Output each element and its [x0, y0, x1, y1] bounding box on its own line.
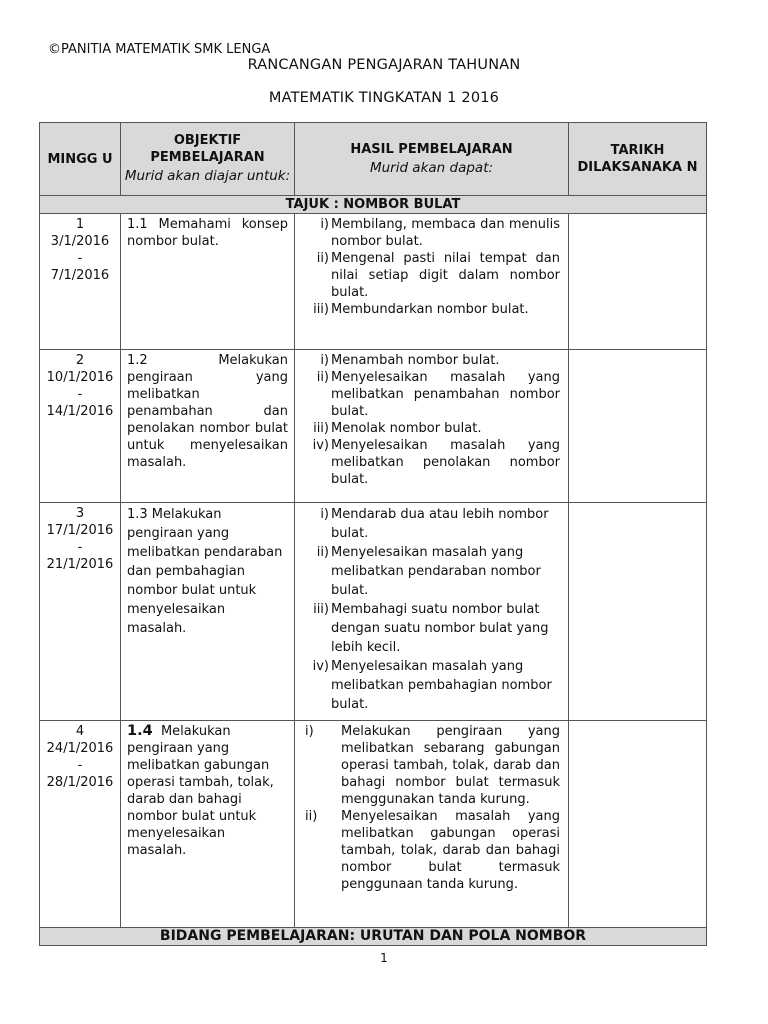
- outcomes-cell: [295, 350, 569, 503]
- copyright-text: ©PANITIA MATEMATIK SMK LENGA: [48, 42, 271, 57]
- list-item: ii) Menyelesaikan masalah yang melibatkan penambahan nombor bulat.: [316, 370, 560, 419]
- outcomes-cell: [295, 721, 569, 928]
- lesson-plan-table: [39, 122, 707, 946]
- list-item: iii) Menolak nombor bulat.: [313, 421, 482, 436]
- week-cell: 4 24/1/2016 - 28/1/2016: [40, 721, 121, 928]
- date-done-cell: [569, 503, 707, 721]
- header-minggu: MINGG U: [40, 123, 121, 196]
- outcomes-cell: [295, 214, 569, 350]
- table-header-row: [40, 123, 707, 196]
- header-tarikh: TARIKH DILAKSANAKA N: [569, 123, 707, 196]
- table-row: [40, 503, 707, 721]
- objective-cell: 1.3 Melakukan pengiraan yang melibatkan pendaraban dan pembahagian nombor bulat untuk menyelesaikan masalah.: [121, 503, 295, 721]
- outcomes-cell: [295, 503, 569, 721]
- week-cell: 1 3/1/2016 - 7/1/2016: [40, 214, 121, 350]
- table-row: [40, 721, 707, 928]
- objective-cell: 1.4 Melakukan pengiraan yang melibatkan gabungan operasi tambah, tolak, darab dan bahagi nombor bulat untuk menyelesaikan masalah.: [121, 721, 295, 928]
- list-item: iii) Membundarkan nombor bulat.: [313, 302, 529, 317]
- objective-number: 1.4: [127, 723, 153, 739]
- week-cell: 2 10/1/2016 - 14/1/2016: [40, 350, 121, 503]
- header-hasil: HASIL PEMBELAJARAN Murid akan dapat:: [295, 123, 569, 196]
- date-done-cell: [569, 721, 707, 928]
- list-item: i) Mendarab dua atau lebih nombor bulat.: [320, 507, 549, 541]
- list-item: i) Membilang, membaca dan menulis nombor bulat.: [320, 217, 560, 249]
- header-hasil-sub: Murid akan dapat:: [369, 159, 494, 176]
- list-item: iv) Menyelesaikan masalah yang melibatkan pembahagian nombor bulat.: [312, 659, 552, 712]
- objective-cell: 1.1 Memahami konsep nombor bulat.: [121, 214, 295, 350]
- list-item: i) Menambah nombor bulat.: [320, 353, 500, 368]
- list-item: ii) Menyelesaikan masalah yang melibatkan pendaraban nombor bulat.: [316, 545, 541, 598]
- list-item: ii) Menyelesaikan masalah yang melibatkan gabungan operasi tambah, tolak, darab dan bahagi nombor bulat termasuk penggunaan tanda kurung.: [305, 809, 560, 892]
- list-item: ii) Mengenal pasti nilai tempat dan nilai setiap digit dalam nombor bulat.: [316, 251, 560, 300]
- list-item: iii) Membahagi suatu nombor bulat dengan suatu nombor bulat yang lebih kecil.: [313, 602, 549, 655]
- header-objektif: OBJEKTIF PEMBELAJARAN Murid akan diajar untuk:: [121, 123, 295, 196]
- date-done-cell: [569, 214, 707, 350]
- table-row: [40, 350, 707, 503]
- date-done-cell: [569, 350, 707, 503]
- page-number: 1: [380, 951, 388, 965]
- document-title: RANCANGAN PENGAJARAN TAHUNAN: [247, 57, 521, 73]
- topic-row: [40, 196, 707, 214]
- objective-cell: 1.2 Melakukan pengiraan yang melibatkan penambahan dan penolakan nombor bulat untuk menyelesaikan masalah.: [121, 350, 295, 503]
- list-item: iv) Menyelesaikan masalah yang melibatkan penolakan nombor bulat.: [312, 438, 560, 487]
- topic-title: TAJUK : NOMBOR BULAT: [40, 196, 707, 214]
- week-cell: 3 17/1/2016 - 21/1/2016: [40, 503, 121, 721]
- list-item: i) Melakukan pengiraan yang melibatkan sebarang gabungan operasi tambah, tolak, darab dan bahagi nombor bulat termasuk menggunakan tanda kurung.: [305, 724, 560, 807]
- document-subtitle: MATEMATIK TINGKATAN 1 2016: [268, 90, 500, 106]
- section-row: [40, 928, 707, 946]
- header-objektif-sub: Murid akan diajar untuk:: [124, 168, 291, 184]
- section-title: BIDANG PEMBELAJARAN: URUTAN DAN POLA NOMBOR: [40, 928, 707, 946]
- table-row: [40, 214, 707, 350]
